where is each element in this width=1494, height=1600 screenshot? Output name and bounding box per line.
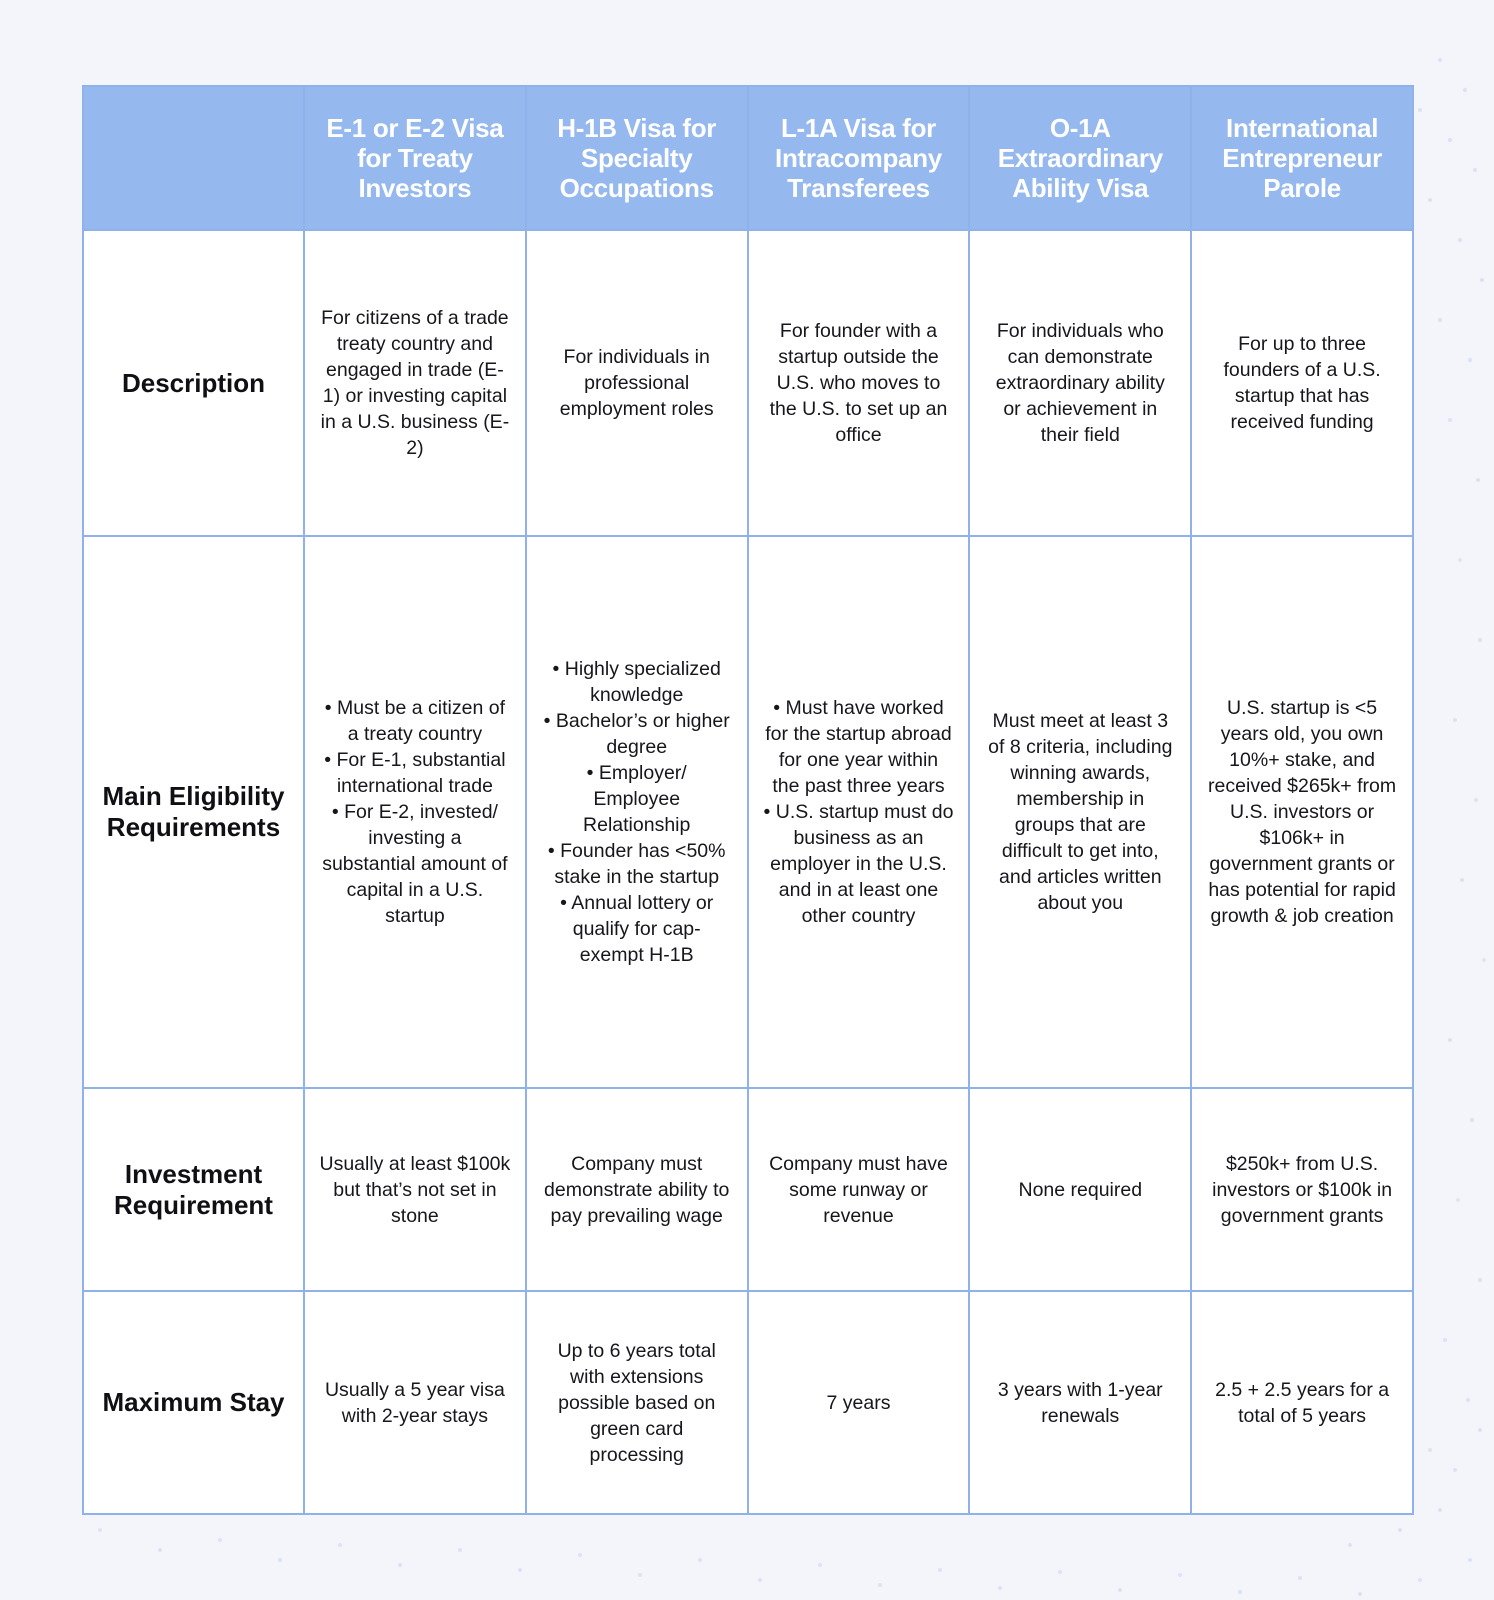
row-description [83, 230, 1413, 536]
cell-text: Must meet at least 3 of 8 criteria, including winning awards, membership in groups that are difficult to get into, and articles written about you [988, 710, 1173, 914]
cell-text: U.S. startup is <5 years old, you own 10%+ stake, and received $265k+ from U.S. investors or $106k+ in government grants or has potential for rapid growth & job creation [1208, 697, 1397, 927]
cell-eligibility-l1a [748, 536, 970, 1088]
cell-investment-l1a [748, 1088, 970, 1291]
row-maximum-stay [83, 1291, 1413, 1514]
cell-stay-l1a [748, 1291, 970, 1514]
header-entrepreneur-parole: International Entrepreneur Parole [1191, 86, 1413, 230]
cell-text: None required [1018, 1178, 1143, 1201]
cell-description-o1a [969, 230, 1191, 536]
row-label-description: Description [83, 230, 304, 536]
cell-text: • Highly specialized knowledge • Bachelor’s or higher degree • Employer/ Employee Relationship • Founder has <50% stake in the startup • Annual lottery or qualify for cap-exempt H-1B [543, 658, 730, 966]
header-e1-e2-visa: E-1 or E-2 Visa for Treaty Investors [304, 86, 526, 230]
cell-text: • Must be a citizen of a treaty country • For E-1, substantial international trade • For E-2, invested/ investing a substantial amount of capital in a U.S. startup [322, 697, 508, 927]
visa-comparison-table [82, 85, 1414, 1515]
cell-text: Usually a 5 year visa with 2-year stays [324, 1378, 505, 1427]
cell-text: 7 years [826, 1391, 891, 1414]
cell-text: Company must have some runway or revenue [769, 1152, 948, 1227]
cell-description-parole [1191, 230, 1413, 536]
header-row [83, 86, 1413, 230]
cell-text: For individuals who can demonstrate extraordinary ability or achievement in their field [995, 320, 1165, 446]
cell-text: Usually at least $100k but that’s not set in stone [319, 1152, 511, 1227]
cell-investment-e1-e2 [304, 1088, 526, 1291]
cell-text: 3 years with 1-year renewals [997, 1378, 1163, 1427]
cell-stay-o1a [969, 1291, 1191, 1514]
row-label-investment: Investment Requirement [83, 1088, 304, 1291]
cell-text: For up to three founders of a U.S. startup that has received funding [1223, 333, 1381, 433]
header-h1b-visa: H-1B Visa for Specialty Occupations [526, 86, 748, 230]
cell-text: For individuals in professional employment roles [559, 346, 714, 420]
header-l1a-visa: L-1A Visa for Intracompany Transferees [748, 86, 970, 230]
cell-text: • Must have worked for the startup abroad for one year within the past three years • U.S. startup must do business as an employer in the U.S. and in at least one other country [763, 697, 954, 927]
cell-investment-o1a [969, 1088, 1191, 1291]
cell-text: For citizens of a trade treaty country and engaged in trade (E-1) or investing capital in a U.S. business (E-2) [320, 307, 510, 459]
cell-stay-parole [1191, 1291, 1413, 1514]
header-o1a-visa: O-1A Extraordinary Ability Visa [969, 86, 1191, 230]
row-label-maximum-stay: Maximum Stay [83, 1291, 304, 1514]
header-corner-cell [83, 86, 304, 230]
row-label-eligibility: Main Eligibility Requirements [83, 536, 304, 1088]
cell-description-h1b [526, 230, 748, 536]
cell-text: Company must demonstrate ability to pay prevailing wage [544, 1152, 730, 1227]
cell-stay-h1b [526, 1291, 748, 1514]
cell-description-l1a [748, 230, 970, 536]
cell-eligibility-parole [1191, 536, 1413, 1088]
cell-eligibility-o1a [969, 536, 1191, 1088]
cell-stay-e1-e2 [304, 1291, 526, 1514]
cell-eligibility-e1-e2 [304, 536, 526, 1088]
cell-investment-parole [1191, 1088, 1413, 1291]
cell-text: $250k+ from U.S. investors or $100k in government grants [1212, 1152, 1393, 1227]
cell-text: For founder with a startup outside the U.S. who moves to the U.S. to set up an office [769, 320, 948, 446]
row-eligibility [83, 536, 1413, 1088]
cell-text: 2.5 + 2.5 years for a total of 5 years [1215, 1378, 1390, 1427]
row-investment [83, 1088, 1413, 1291]
cell-investment-h1b [526, 1088, 748, 1291]
cell-eligibility-h1b [526, 536, 748, 1088]
cell-text: Up to 6 years total with extensions possible based on green card processing [557, 1339, 716, 1466]
cell-description-e1-e2 [304, 230, 526, 536]
